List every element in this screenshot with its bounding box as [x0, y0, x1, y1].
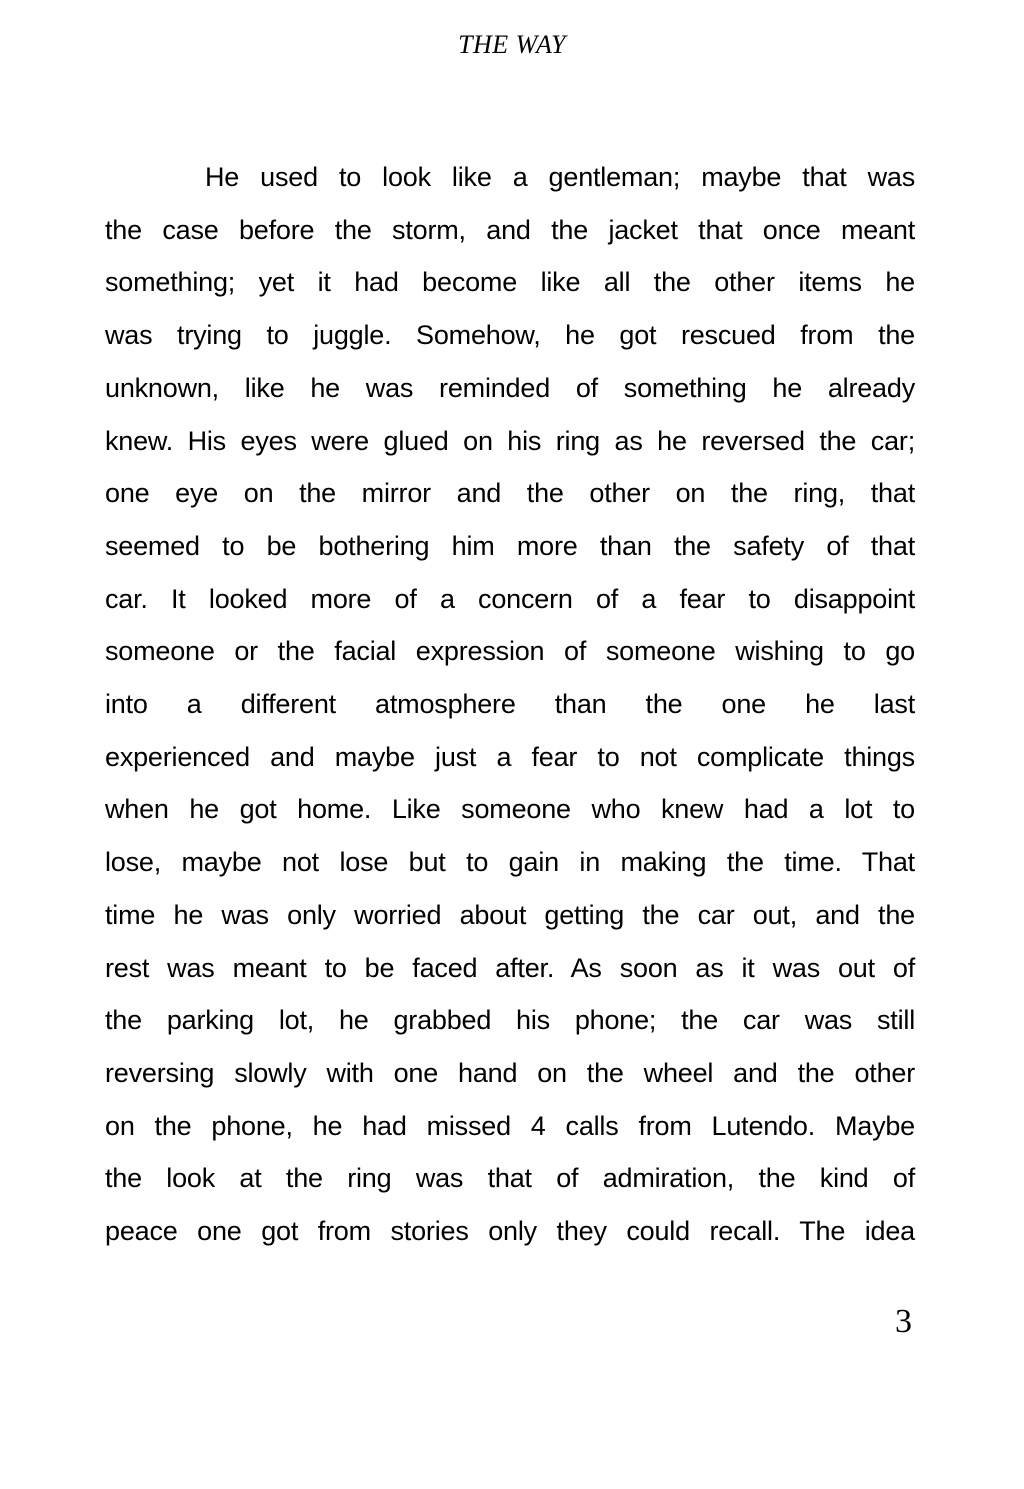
text-line: seemed to be bothering him more than the safety of that [105, 530, 915, 561]
text-line: one eye on the mirror and the other on the ring, that [105, 478, 915, 509]
text-line: on the phone, he had missed 4 calls from Lutendo. Maybe [105, 1110, 915, 1141]
text-line: knew. His eyes were glued on his ring as he reversed the car; [105, 425, 915, 456]
text-line: something; yet it had become like all the other items he [105, 267, 915, 298]
text-line: time he was only worried about getting the car out, and the [105, 899, 915, 930]
text-line: lose, maybe not lose but to gain in making the time. That [105, 847, 915, 878]
text-line: experienced and maybe just a fear to not complicate things [105, 741, 915, 772]
text-line: the parking lot, he grabbed his phone; the car was still [105, 1005, 915, 1036]
text-line: was trying to juggle. Somehow, he got rescued from the [105, 320, 915, 351]
text-line: He used to look like a gentleman; maybe that was [205, 162, 915, 192]
text-line: the look at the ring was that of admiration, the kind of [105, 1163, 915, 1194]
running-header: THE WAY [458, 30, 566, 59]
text-line: car. It looked more of a concern of a fear to disappoint [105, 583, 915, 614]
text-line: rest was meant to be faced after. As soon as it was out of [105, 952, 915, 983]
text-line: reversing slowly with one hand on the wheel and the other [105, 1057, 915, 1088]
text-line: peace one got from stories only they could recall. The idea [105, 1216, 915, 1247]
text-line: the case before the storm, and the jacket that once meant [105, 214, 915, 245]
text-line: unknown, like he was reminded of something he already [105, 372, 915, 403]
text-line: into a different atmosphere than the one he last [105, 689, 915, 720]
page-number: 3 [895, 1303, 912, 1340]
text-line: someone or the facial expression of someone wishing to go [105, 636, 915, 667]
body-paragraph [105, 151, 915, 1258]
text-line: when he got home. Like someone who knew had a lot to [105, 794, 915, 825]
